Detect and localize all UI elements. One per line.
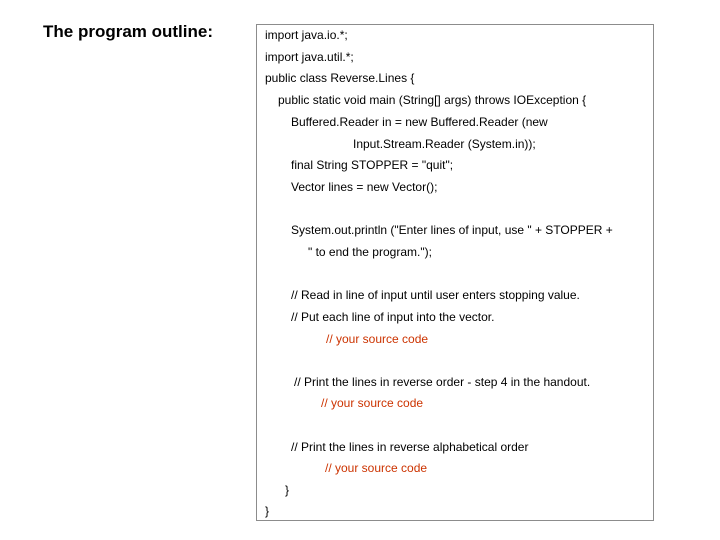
code-comment-read-input: // Read in line of input until user enters stopping value. — [291, 288, 580, 302]
page-title: The program outline: — [43, 22, 213, 41]
code-placeholder-step-2: // your source code — [321, 396, 424, 410]
code-line-class-declaration: public class Reverse.Lines { — [265, 71, 415, 85]
code-line-close-class: } — [265, 504, 270, 518]
code-comment-reverse-order: // Print the lines in reverse order - step 4 in the handout. — [294, 375, 591, 389]
code-line-import-io: import java.io.*; — [265, 28, 348, 42]
code-line-reader-cont: Input.Stream.Reader (System.in)); — [353, 137, 536, 151]
code-line-println-cont: " to end the program."); — [308, 245, 432, 259]
code-comment-put-vector: // Put each line of input into the vector. — [291, 310, 495, 324]
code-placeholder-step-1: // your source code — [326, 332, 429, 346]
code-line-stopper: final String STOPPER = "quit"; — [291, 158, 454, 172]
code-placeholder-step-3: // your source code — [325, 461, 428, 475]
code-line-reader-decl: Buffered.Reader in = new Buffered.Reader (new — [291, 115, 548, 129]
code-line-vector: Vector lines = new Vector(); — [291, 180, 438, 194]
code-line-close-main: } — [285, 483, 290, 497]
code-comment-reverse-alpha: // Print the lines in reverse alphabetical order — [291, 440, 529, 454]
code-line-main-signature: public static void main (String[] args) throws IOException { — [278, 93, 587, 107]
code-line-println: System.out.println ("Enter lines of input, use " + STOPPER + — [291, 223, 613, 237]
code-line-import-util: import java.util.*; — [265, 50, 354, 64]
